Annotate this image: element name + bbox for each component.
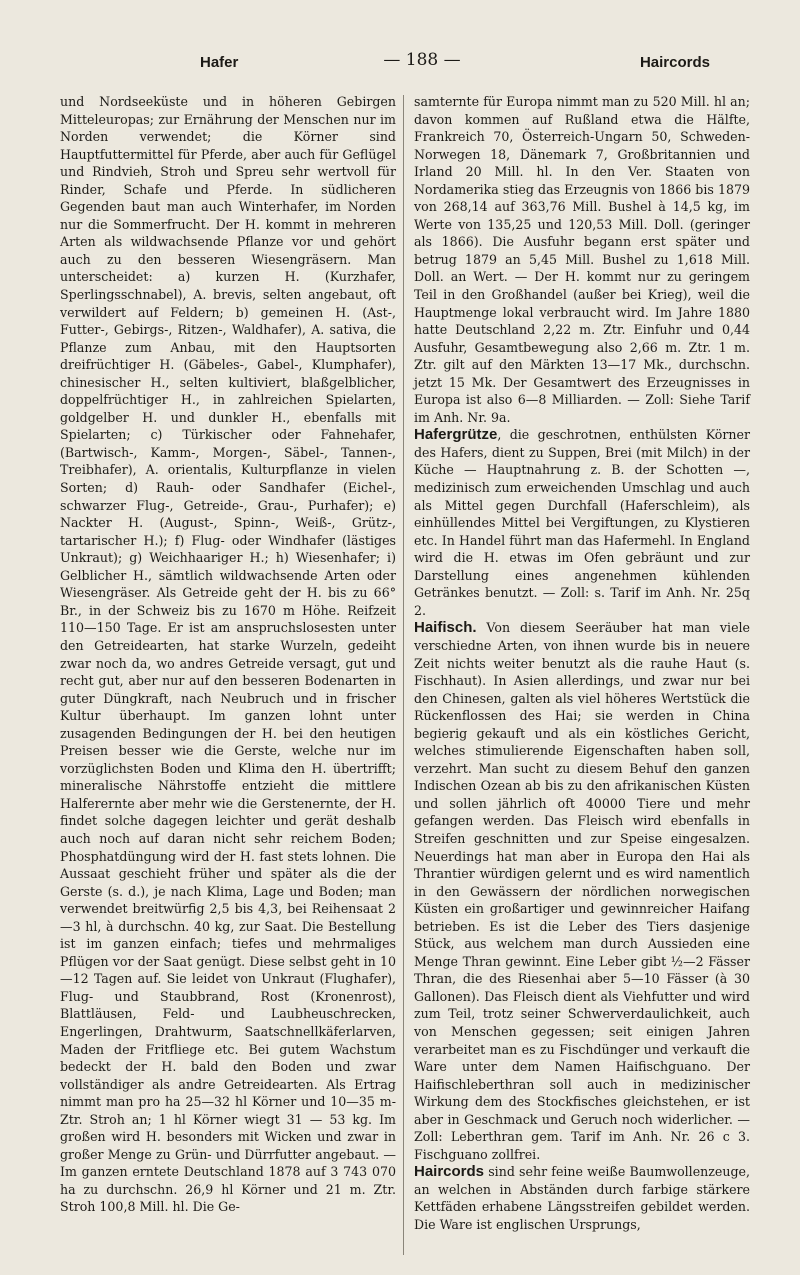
entry-body-haircords: sind sehr feine weiße Baumwollenzeuge, an welchen in Abständen durch farbige stärkere Kettfäden erhabene Längsstreifen gebildet werden. Die Ware ist englischen Ursprungs,: [414, 1164, 750, 1232]
entry-body-haifisch: Von diesem Seeräuber hat man viele verschiedne Arten, von ihnen wurde bis in neuere Zeit nichts weiter benutzt als die rauhe Haut (s. Fischhaut). In Asien allerdings, und zwar nur bei den Chinesen, galten als viel höheres Wertstück die Rückenflossen des Hai; sie werden in China begierig gekauft und als ein köstliches Gericht, welches stimulierende Eigenschaften haben soll, verzehrt. Man sucht zu diesem Behuf den ganzen Indischen Ozean ab bis zu den afrikanischen Küsten und sollen jährlich oft 40000 Tiere und mehr gefangen werden. Das Fleisch wird ebenfalls in Streifen geschnitten und zur Speise eingesalzen. Neuerdings hat man aber in Europa den Hai als Thrantier würdigen gelernt und es wird namentlich in den Gewässern der nördlichen norwegischen Küsten ein großartiger und gewinnreicher Haifang betrieben. Es ist die Leber des Tiers dasjenige Stück, aus welchem man durch Aussieden eine Menge Thran gewinnt. Eine Leber gibt ½—2 Fässer Thran, die des Riesenhai aber 5—10 Fässer (à 30 Gallonen). Das Fleisch dient als Viehfutter und wird zum Teil, trotz seiner Schwerverdaulichkeit, auch von Menschen gegessen; seit einigen Jahren verarbeitet man es zu Fischdünger und verkauft die Ware unter dem Namen Haifischguano. Der Haifischleberthran soll auch in medizinischer Wirkung dem des Stockfisches gleichstehen, er ist aber in Geschmack und Geruch noch widerlicher. — Zoll: Leberthran gem. Tarif im Anh. Nr. 26 c 3. Fischguano zollfrei.: [414, 620, 750, 1162]
entry-head-hafergruetze: Hafergrütze: [414, 426, 498, 444]
entry-haircords: [414, 1163, 750, 1233]
left-paragraph: und Nordseeküste und in höheren Gebirgen Mitteleuropas; zur Ernährung der Menschen nur im Norden verwendet; die Körner sind Hauptfuttermittel für Pferde, aber auch für Geflügel und Rindvieh, Stroh und Spreu sehr wertvoll für Rinder, Schafe und Pferde. In südlicheren Gegenden baut man auch Winterhafer, im Norden nur die Sommerfrucht. Der H. kommt in mehreren Arten als wildwachsende Pflanze vor und gehört auch zu den besseren Wiesengräsern. Man unterscheidet: a) kurzen H. (Kurzhafer, Sperlingsschnabel), A. brevis, selten angebaut, oft verwildert auf Feldern; b) gemeinen H. (Ast-, Futter-, Gebirgs-, Ritzen-, Waldhafer), A. sativa, die Pflanze zum Anbau, mit den Hauptsorten dreifrüchtiger H. (Gäbeles-, Gabel-, Klumphafer), chinesischer H., selten kultiviert, blaßgelblicher, doppelfrüchtiger H., in zahlreichen Spielarten, goldgelber H. und dunkler H., ebenfalls mit Spielarten; c) Türkischer oder Fahnehafer, (Bartwisch-, Kamm-, Morgen-, Säbel-, Tannen-, Treibhafer), A. orientalis, Kulturpflanze in vielen Sorten; d) Rauh- oder Sandhafer (Eichel-, schwarzer Flug-, Getreide-, Grau-, Purhafer); e) Nackter H. (August-, Spinn-, Weiß-, Grütz-, tartarischer H.); f) Flug- oder Windhafer (lästiges Unkraut); g) Weichhaariger H.; h) Wiesenhafer; i) Gelblicher H., sämtlich wildwachsende Arten oder Wiesengräser. Als Getreide geht der H. bis zu 66° Br., in der Schweiz bis zu 1670 m Höhe. Reifzeit 110—150 Tage. Er ist am anspruchslosesten unter den Getreidearten, hat starke Wurzeln, gedeiht zwar noch da, wo andres Getreide versagt, gut und recht gut, aber nur auf den besseren Bodenarten in guter Düngkraft, nach Neubruch und in frischer Kultur überhaupt. Im ganzen lohnt unter zusagenden Bedingungen der H. bei den heutigen Preisen besser wie die Gerste, welche nur im vorzüglichsten Boden und Klima den H. übertrifft; mineralische Nährstoffe entzieht die mittlere Halferernte aber mehr wie die Gerstenernte, der H. findet solche dagegen leichter und gerät deshalb auch noch auf daran nicht sehr reichem Boden; Phosphatdüngung wird der H. fast stets lohnen. Die Aussaat geschieht früher und später als die der Gerste (s. d.), je nach Klima, Lage und Boden; man verwendet breitwürfig 2,5 bis 4,3, bei Reihensaat 2—3 hl, à durchschn. 40 kg, zur Saat. Die Bestellung ist im ganzen einfach; tiefes und mehrmaliges Pflügen vor der Saat genügt. Diese selbst geht in 10—12 Tagen auf. Sie leidet von Unkraut (Flughafer), Flug- und Staubbrand, Rost (Kronenrost), Blattläusen, Feld- und Laubheuschrecken, Engerlingen, Drahtwurm, Saatschnellkäferlarven, Maden der Fritfliege etc. Bei gutem Wachstum bedeckt der H. bald den Boden und zwar vollständiger als andre Getreidearten. Als Ertrag nimmt man pro ha 25—32 hl Körner und 10—35 m-Ztr. Stroh an; 1 hl Körner wiegt 31 — 53 kg. Im großen wird H. besonders mit Wicken und zwar in großer Menge zu Grün- und Dürrfutter angebaut. — Im ganzen erntete Deutschland 1878 auf 3 743 070 ha zu durchschn. 26,9 hl Körner und 21 m. Ztr. Stroh 100,8 Mill. hl. Die Ge-: [60, 94, 396, 1215]
entry-body-hafergruetze: , die geschrotnen, enthülsten Körner des Hafers, dient zu Suppen, Brei (mit Milch) in der Küche — Hauptnahrung z. B. der Schotten —, medizinisch zum erweichenden Umschlag und auch als Mittel gegen Durchfall (Haferschleim), als einhüllendes Mittel bei Vergiftungen, zu Klystieren etc. In Handel führt man das Hafermehl. In England wird die H. etwas im Ofen gebräunt und zur Darstellung eines angenehmen kühlenden Getränkes benutzt. — Zoll: s. Tarif im Anh. Nr. 25q 2.: [414, 427, 750, 618]
entry-head-haifisch: Haifisch.: [414, 619, 477, 637]
column-divider: [403, 95, 404, 1255]
header-right-keyword: Haircords: [639, 54, 710, 71]
entry-head-haircords: Haircords: [414, 1163, 485, 1181]
page-number: — 188 —: [383, 50, 461, 70]
header-left-keyword: Hafer: [200, 54, 239, 71]
running-header: [92, 50, 752, 76]
left-column: [60, 93, 396, 1216]
right-paragraph-continuation: samternte für Europa nimmt man zu 520 Mill. hl an; davon kommen auf Rußland etwa die Hälfte, Frankreich 70, Österreich-Ungarn 50, Schweden-Norwegen 18, Dänemark 7, Großbritannien und Irland 20 Mill. hl. In den Ver. Staaten von Nordamerika stieg das Erzeugnis von 1866 bis 1879 von 268,14 auf 363,76 Mill. Bushel à 14,5 kg, im Werte von 135,25 und 120,53 Mill. Doll. (geringer als 1866). Die Ausfuhr begann erst später und betrug 1879 an 5,45 Mill. Bushel zu 1,618 Mill. Doll. an Wert. — Der H. kommt nur zu geringem Teil in den Großhandel (außer bei Krieg), weil die Hauptmenge lokal verbraucht wird. Im Jahre 1880 hatte Deutschland 2,22 m. Ztr. Einfuhr und 0,44 Ausfuhr, Gesamtbewegung also 2,66 m. Ztr. 1 m. Ztr. gilt auf den Märkten 13—17 Mk., durchschn. jetzt 15 Mk. Der Gesamtwert des Erzeugnisses in Europa ist also 6—8 Milliarden. — Zoll: Siehe Tarif im Anh. Nr. 9a.: [414, 94, 750, 425]
right-column: [414, 93, 750, 1234]
entry-haifisch: [414, 619, 750, 1163]
entry-hafergruetze: [414, 426, 750, 619]
